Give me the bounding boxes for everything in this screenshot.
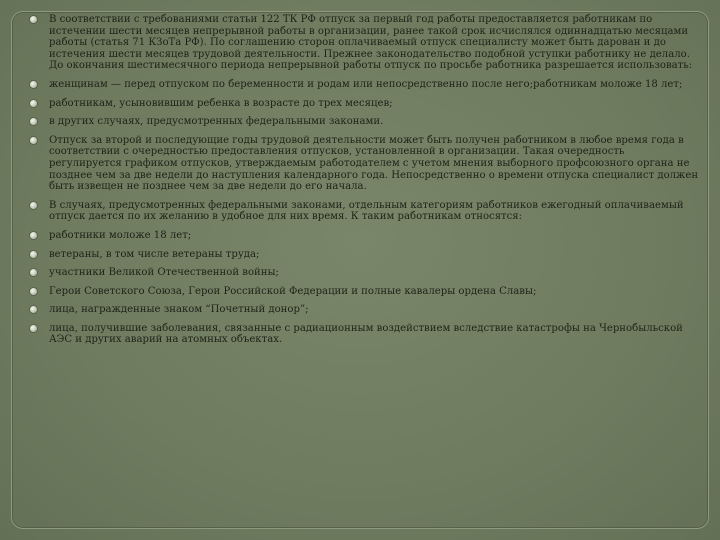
bullet-icon bbox=[30, 288, 37, 295]
list-item-text: работники моложе 18 лет; bbox=[49, 229, 192, 241]
bullet-icon bbox=[30, 251, 37, 258]
list-item-text: участники Великой Отечественной войны; bbox=[49, 267, 279, 279]
list-item-text: в других случаях, предусмотренных федеральными законами. bbox=[49, 116, 384, 128]
list-item-text: Отпуск за второй и последующие годы трудовой деятельности может быть получен работником в любое время года в соответствии с очередностью предоставления отпусков, установленной в организации. Такая очередность регулируется графиком отпусков, утверждаемым работодателем с учетом мнения выборного профсоюзного органа не позднее чем за две недели до наступления календарного года. Непосредственно о времени отпуска специалист должен быть извещен не позднее чем за две недели до его начала. bbox=[49, 134, 699, 193]
list-item bbox=[30, 249, 700, 261]
list-item bbox=[30, 323, 700, 346]
bullet-icon bbox=[30, 306, 37, 313]
list-item-text: лица, награжденные знаком “Почетный донор”; bbox=[49, 304, 309, 316]
list-item-text: В соответствии с требованиями статьи 122 ТК РФ отпуск за первый год работы предоставляется работникам по истечении шести месяцев непрерывной работы в организации, ранее такой срок исчислялся одиннадцатью месяцами работы (статья 71 КЗоТа РФ). По соглашению сторон оплачиваемый отпуск специалисту может быть дарован и до истечения шести месяцев трудовой деятельности. Прежнее законодательство подобной уступки работнику не делало. До окончания шестимесячного периода непрерывной работы отпуск по просьбе работника разрешается использовать: bbox=[49, 14, 693, 72]
bullet-icon bbox=[30, 118, 37, 125]
bullet-icon bbox=[30, 16, 37, 23]
list-item bbox=[30, 304, 700, 316]
list-item-text: Герои Советского Союза, Герои Российской Федерации и полные кавалеры ордена Славы; bbox=[49, 285, 537, 297]
bullet-icon bbox=[30, 202, 37, 209]
list-item-text: В случаях, предусмотренных федеральными законами, отдельным категориям работников ежегодный оплачиваемый отпуск дается по их желанию в удобное для них время. К таким работникам относятся: bbox=[49, 199, 684, 223]
list-item bbox=[30, 98, 700, 110]
list-item bbox=[30, 14, 700, 72]
bullet-list bbox=[30, 14, 700, 353]
list-item bbox=[30, 200, 700, 223]
bullet-icon bbox=[30, 137, 37, 144]
list-item bbox=[30, 135, 700, 193]
bullet-icon bbox=[30, 269, 37, 276]
list-item bbox=[30, 116, 700, 128]
list-item bbox=[30, 230, 700, 242]
bullet-icon bbox=[30, 100, 37, 107]
list-item-text: женщинам — перед отпуском по беременности и родам или непосредственно после него;работникам моложе 18 лет; bbox=[49, 78, 683, 90]
list-item bbox=[30, 79, 700, 91]
list-item-text: ветераны, в том числе ветераны труда; bbox=[49, 248, 260, 260]
bullet-icon bbox=[30, 232, 37, 239]
list-item-text: лица, получившие заболевания, связанные с радиационным воздействием вследствие катастрофы на Чернобыльской АЭС и других аварий на атомных объектах. bbox=[49, 322, 683, 346]
list-item bbox=[30, 267, 700, 279]
list-item bbox=[30, 286, 700, 298]
bullet-icon bbox=[30, 81, 37, 88]
list-item-text: работникам, усыновившим ребенка в возрасте до трех месяцев; bbox=[49, 97, 393, 109]
bullet-icon bbox=[30, 325, 37, 332]
